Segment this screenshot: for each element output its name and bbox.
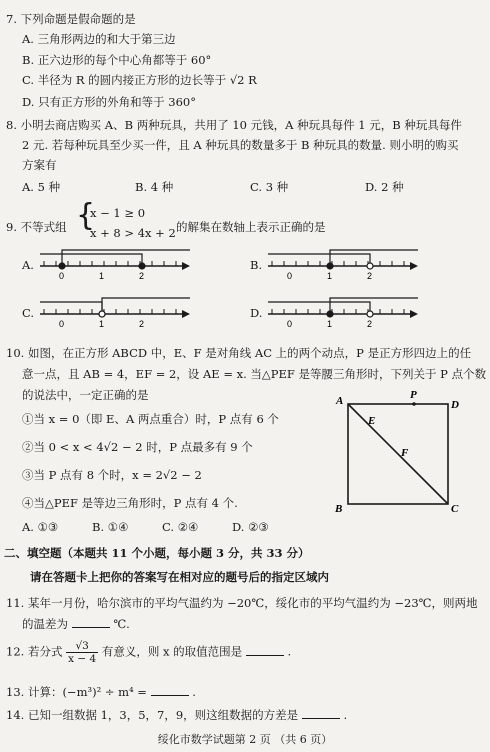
q10-statement-3: ③当 P 点有 8 个时，x = 2√2 − 2	[22, 468, 202, 482]
solution-ray	[40, 302, 102, 314]
q9-label-a: A.	[22, 258, 34, 272]
solution-ray	[268, 302, 370, 314]
q10-option-a: A. ①③	[22, 520, 59, 534]
q9-number-line-d	[268, 292, 418, 328]
q8-option-b: B. 4 种	[135, 180, 174, 194]
tick-label: 2	[139, 271, 145, 281]
q10-square-figure	[330, 389, 460, 516]
q12-line	[6, 640, 291, 665]
label-f: F	[401, 447, 409, 459]
q13-line	[6, 685, 196, 701]
q9-number-line-a	[40, 244, 190, 280]
q14-line	[6, 708, 347, 724]
q13-end: .	[192, 685, 196, 699]
q7-option-d: D. 只有正方形的外角和等于 360°	[22, 95, 196, 109]
tick-label: 2	[367, 271, 373, 281]
label-p: P	[410, 389, 417, 401]
q11-unit: ℃.	[113, 617, 130, 631]
solution-ray	[330, 298, 418, 314]
q7-option-c	[22, 73, 257, 89]
q9-label-c: C.	[22, 306, 35, 320]
diagonal-ac	[348, 404, 448, 504]
q9-label-d: D.	[250, 306, 263, 320]
q9-label-b: B.	[250, 258, 263, 272]
label-b: B	[335, 503, 343, 515]
label-c: C	[451, 503, 459, 515]
endpoint-dot	[367, 311, 373, 317]
q10-option-c: C. ②④	[162, 520, 199, 534]
q9-pre: 9. 不等式组	[6, 220, 67, 234]
section-2-title: 二、填空题（本题共 11 个小题，每小题 3 分，共 33 分）	[4, 546, 310, 560]
q8-line-2: 2 元. 若每种玩具至少买一件，且 A 种玩具的数量多于 B 种玩具的数量. 则小明的购买	[22, 138, 459, 152]
q8-option-a: A. 5 种	[22, 180, 61, 194]
q7-option-a: A. 三角形两边的和大于第三边	[22, 32, 176, 46]
q11-text: 的温差为	[22, 617, 68, 631]
q9-inequality-system	[76, 198, 176, 245]
q10-line-3: 的说法中，一定正确的是	[22, 388, 149, 402]
q10-line-1: 10. 如图，在正方形 ABCD 中，E、F 是对角线 AC 上的两个动点，P 是正方形四边上的任	[6, 346, 472, 360]
tick-label: 2	[367, 319, 373, 329]
q7-option-b: B. 正六边形的每个中心角都等于 60°	[22, 53, 212, 67]
q8-option-d: D. 2 种	[365, 180, 404, 194]
q12-post: 有意义，则 x 的取值范围是	[101, 644, 243, 659]
endpoint-dot	[139, 263, 145, 269]
label-e: E	[368, 415, 376, 427]
tick-label: 1	[327, 271, 333, 281]
tick-label: 1	[327, 319, 333, 329]
q7-stem: 7. 下列命题是假命题的是	[6, 12, 136, 26]
q11-answer-blank	[72, 617, 110, 628]
endpoint-dot	[59, 263, 65, 269]
q12-pre: 12. 若分式	[6, 644, 63, 659]
solution-ray	[40, 254, 142, 266]
page-footer: 绥化市数学试题第 2 页 （共 6 页）	[157, 733, 333, 747]
label-d: D	[451, 399, 459, 411]
tick-label: 1	[99, 271, 105, 281]
q11-line-1: 11. 某年一月份，哈尔滨市的平均气温约为 −20℃，绥化市的平均气温约为 −23℃，则两地	[6, 596, 478, 610]
endpoint-dot	[327, 311, 333, 317]
q10-line-2: 意一点，且 AB = 4，EF = 2，设 AE = x. 当△PEF 是等腰三角形时，下列关于 P 点个数	[22, 367, 487, 381]
axis-arrow-icon	[410, 262, 418, 270]
solution-ray	[102, 298, 190, 314]
axis-arrow-icon	[182, 310, 190, 318]
section-2-note: 请在答题卡上把你的答案写在相对应的题号后的指定区域内	[30, 570, 329, 584]
q7-option-c-text: C. 半径为 R 的圆内接正方形的边长等于	[22, 73, 227, 87]
q9-brace-icon: {	[76, 198, 96, 233]
axis-arrow-icon	[182, 262, 190, 270]
q9-inequality-2: x + 8 > 4x + 2	[90, 226, 176, 240]
q9-inequality-1: x − 1 ≥ 0	[90, 206, 146, 220]
tick-label: 0	[59, 319, 65, 329]
axis-arrow-icon	[410, 310, 418, 318]
solution-ray	[330, 250, 418, 266]
q11-line-2	[22, 617, 130, 633]
q9-number-line-b	[268, 244, 418, 280]
endpoint-dot	[367, 263, 373, 269]
q9-post: 的解集在数轴上表示正确的是	[176, 220, 326, 234]
tick-label: 1	[99, 319, 105, 329]
q13-answer-blank	[151, 685, 189, 696]
q13-text: 13. 计算：(−m³)² ÷ m⁴ =	[6, 685, 147, 699]
tick-label: 0	[59, 271, 65, 281]
solution-ray	[268, 254, 370, 266]
tick-label: 0	[287, 319, 293, 329]
q8-line-1: 8. 小明去商店购买 A、B 两种玩具，共用了 10 元钱，A 种玩具每件 1 元，B 种玩具每件	[6, 118, 462, 132]
point-p	[412, 402, 416, 406]
label-a: A	[336, 395, 344, 407]
solution-ray	[62, 250, 190, 266]
q9-number-line-c	[40, 292, 190, 328]
q14-text: 14. 已知一组数据 1，3，5，7，9，则这组数据的方差是	[6, 708, 299, 722]
q10-option-b: B. ①④	[92, 520, 129, 534]
q12-denominator: x − 4	[68, 653, 97, 666]
q8-line-3: 方案有	[22, 158, 57, 172]
q12-fraction	[66, 640, 98, 665]
q8-option-c: C. 3 种	[250, 180, 289, 194]
q12-numerator: √3	[66, 640, 98, 653]
tick-label: 0	[287, 271, 293, 281]
q10-option-d: D. ②③	[232, 520, 269, 534]
q14-end: .	[343, 708, 348, 722]
q10-statement-4: ④当△PEF 是等边三角形时，P 点有 4 个.	[22, 496, 238, 510]
q14-answer-blank	[302, 708, 340, 719]
q10-statement-2: ②当 0 < x < 4√2 − 2 时，P 点最多有 9 个	[22, 440, 253, 454]
endpoint-dot	[99, 311, 105, 317]
q7-option-c-formula: √2 R	[229, 73, 257, 87]
tick-label: 2	[139, 319, 145, 329]
q12-end: .	[287, 644, 292, 659]
q10-statement-1: ①当 x = 0（即 E、A 两点重合）时，P 点有 6 个	[22, 412, 279, 426]
endpoint-dot	[327, 263, 333, 269]
q12-answer-blank	[246, 645, 284, 656]
